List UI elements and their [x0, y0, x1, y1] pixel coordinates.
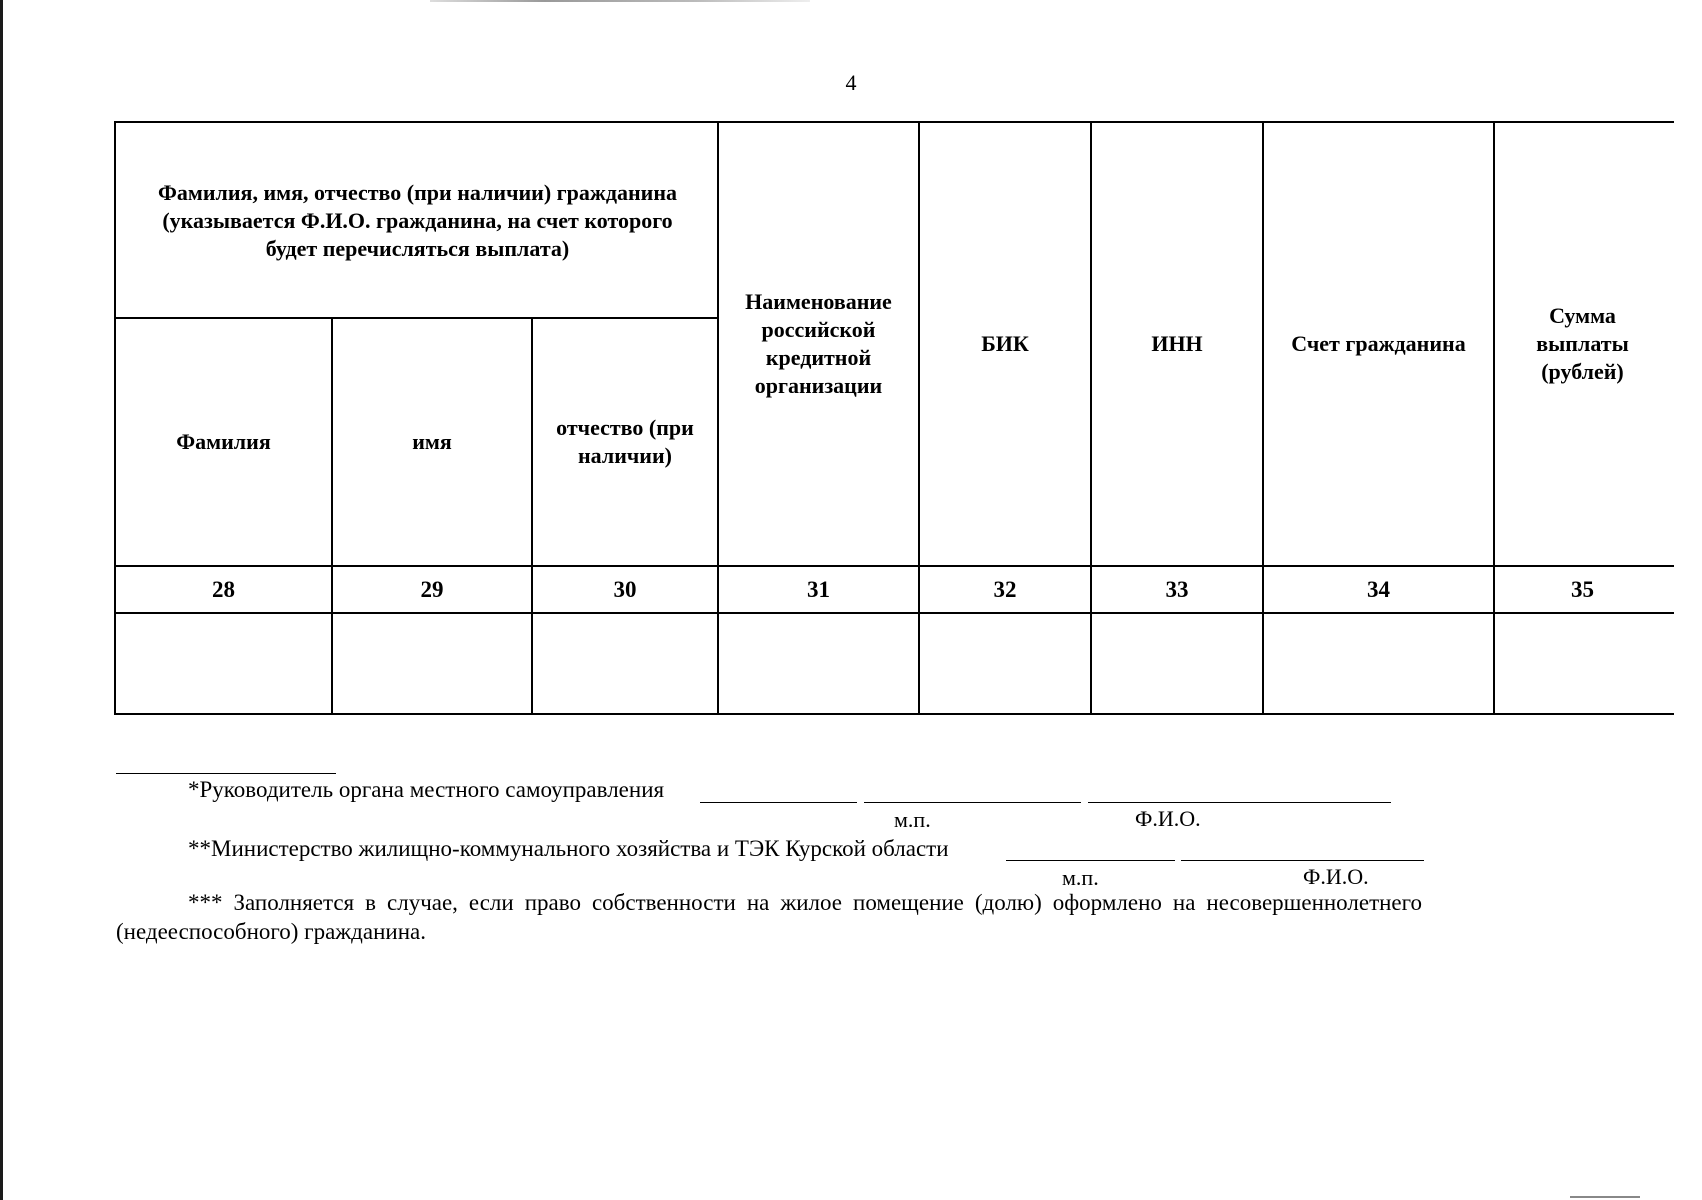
column-number: 30	[613, 576, 637, 602]
fio-caption: Ф.И.О.	[1135, 806, 1201, 831]
column-number: 28	[212, 576, 235, 602]
column-number: 33	[1165, 576, 1189, 602]
table-cell-patronymic[interactable]	[533, 614, 717, 713]
table-border-bottom	[114, 713, 1674, 715]
scan-top-artifact	[430, 0, 810, 2]
column-number: 29	[420, 576, 444, 602]
fio-caption: Ф.И.О.	[1303, 864, 1369, 889]
signature-line[interactable]	[864, 802, 1081, 803]
scan-bottom-artifact	[1570, 1196, 1640, 1198]
seal-signature-line[interactable]	[700, 802, 857, 803]
header-account: Счет гражданина	[1291, 331, 1466, 356]
column-number: 34	[1367, 576, 1390, 602]
table-cell-inn[interactable]	[1092, 614, 1262, 713]
header-bank-name: Наименование российской кредитной организации	[745, 289, 892, 398]
seal-signature-line[interactable]	[1006, 860, 1175, 861]
table-cell-bik[interactable]	[920, 614, 1090, 713]
table-cell-amount[interactable]	[1495, 614, 1670, 713]
page-number: 4	[845, 70, 857, 95]
fio-signature-line[interactable]	[1088, 802, 1391, 803]
header-inn: ИНН	[1151, 331, 1203, 356]
column-number: 31	[807, 576, 830, 602]
fio-signature-line[interactable]	[1181, 860, 1424, 861]
footnote-separator	[116, 773, 336, 774]
table-cell-account[interactable]	[1264, 614, 1493, 713]
column-number: 32	[993, 576, 1017, 602]
scan-left-edge	[0, 0, 3, 1200]
header-citizen-full-name: Фамилия, имя, отчество (при наличии) гражданина (указывается Ф.И.О. гражданина, на счет которого будет перечисляться выплата)	[157, 180, 678, 261]
column-number: 35	[1571, 576, 1594, 602]
header-name: имя	[412, 429, 452, 454]
seal-caption: м.п.	[1062, 865, 1099, 890]
header-amount: Сумма выплаты (рублей)	[1536, 303, 1629, 384]
table-cell-bank[interactable]	[719, 614, 918, 713]
seal-caption: м.п.	[894, 807, 931, 832]
header-surname: Фамилия	[176, 429, 271, 454]
header-patronymic: отчество (при наличии)	[556, 415, 694, 468]
footnote-head-of-local-government: *Руководитель органа местного самоуправления	[188, 777, 665, 802]
table-cell-name[interactable]	[333, 614, 531, 713]
payment-details-table	[114, 121, 1674, 715]
table-cell-surname[interactable]	[116, 614, 331, 713]
header-bik: БИК	[981, 331, 1029, 356]
footnote-ministry: **Министерство жилищно-коммунального хозяйства и ТЭК Курской области	[188, 836, 949, 861]
footnote-minor-ownership-note: *** Заполняется в случае, если право собственности на жилое помещение (долю) оформлено на несовершеннолетнего (недееспособного) гражданина.	[116, 890, 1422, 944]
